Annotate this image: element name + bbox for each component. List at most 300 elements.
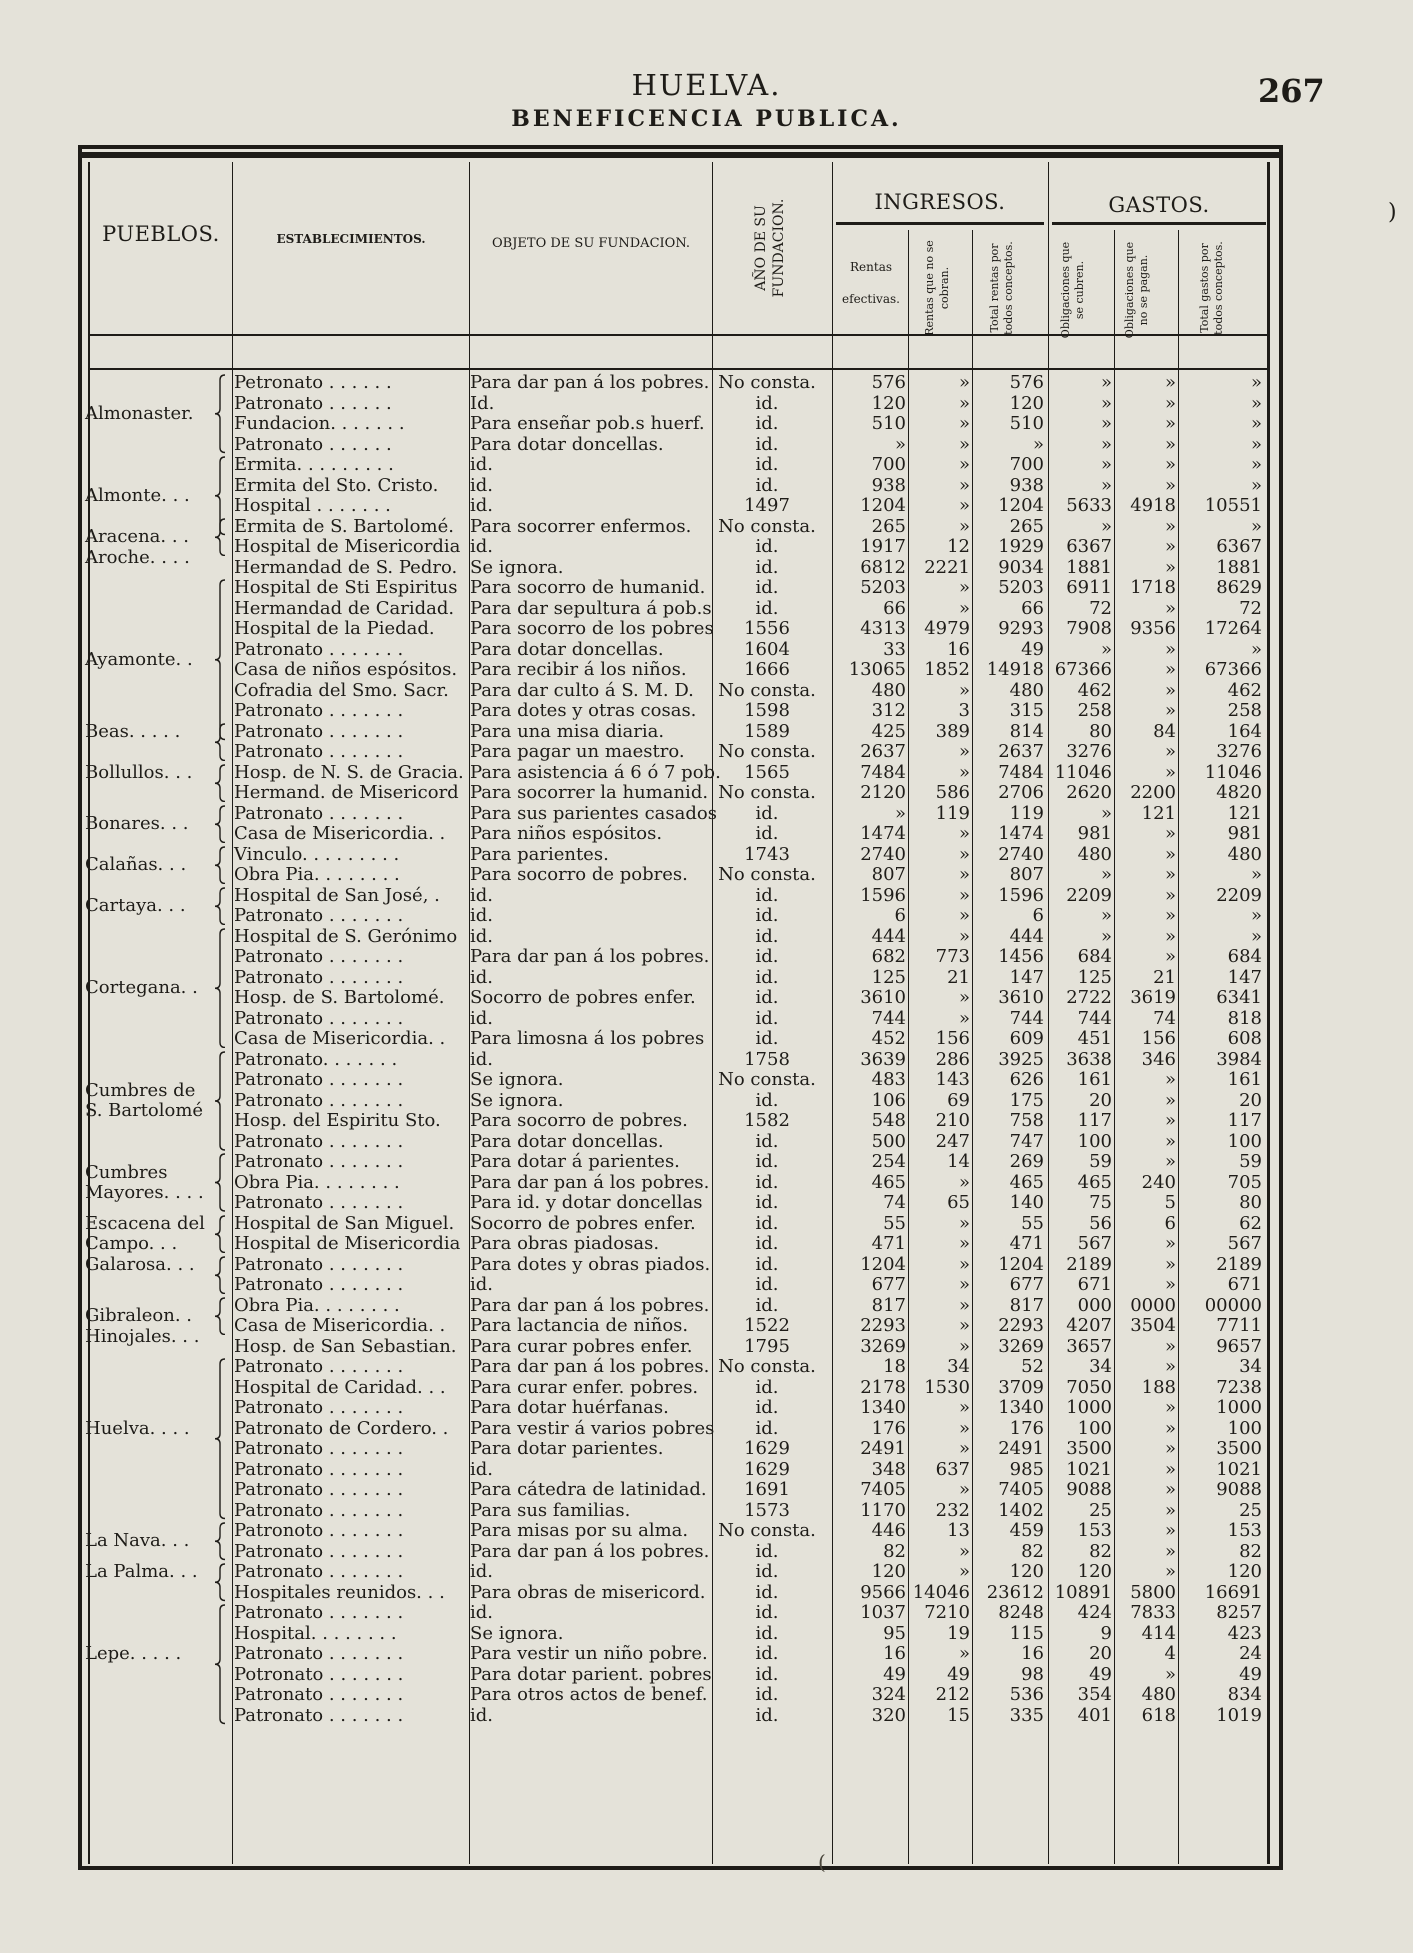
cell-rentas-no-cobran: 69 xyxy=(947,1089,970,1111)
cell-establecimiento: Potronato . . . . . . . xyxy=(234,1663,404,1685)
cell-rentas-efectivas: 265 xyxy=(871,515,906,537)
cell-total-rentas: 465 xyxy=(1009,1171,1044,1193)
cell-rentas-no-cobran: 12 xyxy=(947,536,970,557)
brace-icon xyxy=(214,1604,226,1725)
cell-oblig-cubren: 82 xyxy=(1089,1540,1112,1562)
pueblo-name: Huelva. . . . xyxy=(85,1417,190,1439)
cell-rentas-no-cobran: 637 xyxy=(935,1458,970,1480)
cell-objeto: Para dar pan á los pobres. xyxy=(470,1540,710,1562)
pueblo-name: Almonte. . . xyxy=(85,484,190,506)
cell-rentas-no-cobran: » xyxy=(958,1540,970,1562)
cell-establecimiento: Patronato . . . . . . . xyxy=(234,1458,404,1480)
cell-rentas-no-cobran: 232 xyxy=(935,1499,970,1521)
cell-total-rentas: 55 xyxy=(1021,1212,1044,1234)
pueblo-name: Ayamonte. . xyxy=(85,648,193,670)
cell-total-gastos: 161 xyxy=(1227,1069,1262,1090)
cell-ano-fundacion: 1604 xyxy=(744,638,790,660)
cell-rentas-no-cobran: » xyxy=(958,1315,970,1336)
cell-total-gastos: » xyxy=(1250,392,1262,414)
cell-oblig-cubren: 100 xyxy=(1077,1417,1112,1439)
cell-total-gastos: 567 xyxy=(1227,1233,1262,1254)
cell-oblig-no-pagan: 3504 xyxy=(1130,1315,1176,1336)
cell-rentas-no-cobran: » xyxy=(958,1253,970,1275)
cell-total-rentas: 120 xyxy=(1009,1561,1044,1582)
cell-total-gastos: » xyxy=(1250,433,1262,455)
cell-rentas-efectivas: 106 xyxy=(871,1089,906,1111)
cell-rentas-efectivas: 312 xyxy=(871,700,906,721)
cell-ano-fundacion: No consta. xyxy=(718,782,816,803)
pueblo-name: Cortegana. . xyxy=(85,976,198,998)
cell-rentas-efectivas: 66 xyxy=(883,597,906,619)
cell-total-gastos: » xyxy=(1250,372,1262,393)
cell-rentas-efectivas: 7484 xyxy=(860,761,906,783)
cell-rentas-efectivas: 176 xyxy=(871,1417,906,1439)
cell-rentas-no-cobran: 586 xyxy=(935,782,970,803)
cell-rentas-no-cobran: » xyxy=(958,1479,970,1500)
cell-objeto: Para dotar parient. pobres xyxy=(470,1663,712,1685)
cell-rentas-efectivas: 1474 xyxy=(860,823,906,844)
cell-total-rentas: 747 xyxy=(1009,1130,1044,1152)
cell-ano-fundacion: id. xyxy=(755,577,779,598)
cell-total-rentas: 140 xyxy=(1009,1192,1044,1213)
cell-total-rentas: 3709 xyxy=(998,1376,1044,1398)
cell-total-gastos: 82 xyxy=(1239,1540,1262,1562)
cell-oblig-no-pagan: 156 xyxy=(1141,1028,1176,1049)
cell-ano-fundacion: id. xyxy=(755,925,779,947)
cell-oblig-no-pagan: » xyxy=(1164,1479,1176,1500)
cell-total-gastos: » xyxy=(1250,454,1262,475)
cell-oblig-cubren: » xyxy=(1100,474,1112,496)
cell-oblig-no-pagan: » xyxy=(1164,741,1176,762)
cell-objeto: Para dotar doncellas. xyxy=(470,1130,664,1152)
cell-total-gastos: 80 xyxy=(1239,1192,1262,1213)
cell-objeto: Para una misa diaria. xyxy=(470,720,665,742)
cell-oblig-cubren: 67366 xyxy=(1054,659,1112,680)
cell-objeto: Para dotes y otras cosas. xyxy=(470,700,697,721)
cell-oblig-cubren: 465 xyxy=(1077,1171,1112,1193)
cell-establecimiento: Casa de Misericordia. . xyxy=(234,1315,446,1336)
cell-total-gastos: 20 xyxy=(1239,1089,1262,1111)
cell-ano-fundacion: id. xyxy=(755,536,779,557)
cell-rentas-efectivas: » xyxy=(894,433,906,455)
cell-establecimiento: Hermandad de Caridad. xyxy=(234,597,455,619)
cell-rentas-no-cobran: 1852 xyxy=(924,659,970,680)
cell-total-rentas: 23612 xyxy=(986,1581,1044,1603)
cell-ano-fundacion: id. xyxy=(755,1253,779,1275)
cell-objeto: Para id. y dotar doncellas xyxy=(470,1192,703,1213)
cell-oblig-no-pagan: » xyxy=(1164,536,1176,557)
cell-total-gastos: 117 xyxy=(1227,1110,1262,1131)
cell-oblig-cubren: » xyxy=(1100,372,1112,393)
cell-objeto: Se ignora. xyxy=(470,556,564,578)
cell-ano-fundacion: id. xyxy=(755,1294,779,1316)
cell-oblig-cubren: » xyxy=(1100,638,1112,660)
cell-total-gastos: 1000 xyxy=(1216,1397,1262,1418)
cell-oblig-cubren: » xyxy=(1100,413,1112,434)
cell-total-gastos: 1019 xyxy=(1216,1704,1262,1726)
cell-oblig-no-pagan: 3619 xyxy=(1130,987,1176,1008)
cell-total-rentas: 744 xyxy=(1009,1007,1044,1029)
cell-objeto: Para dar pan á los pobres. xyxy=(470,1171,710,1193)
cell-ano-fundacion: 1743 xyxy=(744,843,790,865)
cell-oblig-cubren: 744 xyxy=(1077,1007,1112,1029)
cell-rentas-no-cobran: 143 xyxy=(935,1069,970,1090)
cell-oblig-cubren: » xyxy=(1100,454,1112,475)
brace-icon xyxy=(214,1051,226,1151)
cell-establecimiento: Ermita del Sto. Cristo. xyxy=(234,474,439,496)
cell-oblig-no-pagan: 1718 xyxy=(1130,577,1176,598)
pueblo-name: Gibraleon. . xyxy=(85,1304,192,1326)
cell-rentas-no-cobran: 247 xyxy=(935,1130,970,1152)
cell-ano-fundacion: id. xyxy=(755,1171,779,1193)
cell-ano-fundacion: 1497 xyxy=(744,495,790,516)
cell-oblig-cubren: » xyxy=(1100,905,1112,926)
cell-total-rentas: 1402 xyxy=(998,1499,1044,1521)
cell-establecimiento: Patronato . . . . . . . xyxy=(234,1684,404,1705)
cell-establecimiento: Patronato . . . . . . . xyxy=(234,905,404,926)
cell-total-rentas: 8248 xyxy=(998,1602,1044,1623)
cell-establecimiento: Patronato . . . . . . . xyxy=(234,1602,404,1623)
cell-oblig-cubren: 684 xyxy=(1077,946,1112,967)
cell-total-rentas: 536 xyxy=(1009,1684,1044,1705)
cell-rentas-efectivas: 120 xyxy=(871,392,906,414)
cell-ano-fundacion: id. xyxy=(755,413,779,434)
pueblo-name: Galarosa. . . xyxy=(85,1253,195,1275)
cell-rentas-efectivas: 33 xyxy=(883,638,906,660)
cell-oblig-no-pagan: 6 xyxy=(1164,1212,1176,1234)
cell-oblig-cubren: 10891 xyxy=(1054,1581,1112,1603)
cell-total-rentas: 6 xyxy=(1032,905,1044,926)
cell-total-gastos: 684 xyxy=(1227,946,1262,967)
cell-oblig-cubren: 49 xyxy=(1089,1663,1112,1685)
cell-total-gastos: » xyxy=(1250,925,1262,947)
cell-objeto: id. xyxy=(470,495,494,516)
cell-rentas-no-cobran: 14 xyxy=(947,1151,970,1172)
cell-oblig-no-pagan: » xyxy=(1164,597,1176,619)
cell-total-gastos: 6367 xyxy=(1216,536,1262,557)
cell-ano-fundacion: id. xyxy=(755,1684,779,1705)
cell-oblig-no-pagan: » xyxy=(1164,1089,1176,1111)
cell-ano-fundacion: No consta. xyxy=(718,679,816,701)
brace-icon xyxy=(214,887,226,926)
cell-establecimiento: Obra Pia. . . . . . . . xyxy=(234,1171,400,1193)
cell-oblig-no-pagan: 414 xyxy=(1141,1622,1176,1644)
cell-rentas-no-cobran: » xyxy=(958,925,970,947)
cell-ano-fundacion: id. xyxy=(755,556,779,578)
cell-objeto: Para socorrer la humanid. xyxy=(470,782,709,803)
cell-ano-fundacion: No consta. xyxy=(718,741,816,762)
page-subtitle: BENEFICENCIA PUBLICA. xyxy=(511,106,902,132)
header-gastos: GASTOS. xyxy=(1108,193,1210,217)
cell-ano-fundacion: id. xyxy=(755,1581,779,1603)
cell-establecimiento: Patronato . . . . . . . xyxy=(234,1069,404,1090)
cell-ano-fundacion: id. xyxy=(755,884,779,906)
cell-ano-fundacion: 1522 xyxy=(744,1315,790,1336)
cell-ano-fundacion: id. xyxy=(755,946,779,967)
cell-ano-fundacion: 1629 xyxy=(744,1458,790,1480)
header-rule xyxy=(90,368,1268,370)
cell-objeto: id. xyxy=(470,1007,494,1029)
cell-oblig-no-pagan: » xyxy=(1164,515,1176,537)
cell-objeto: Para dotar doncellas. xyxy=(470,433,664,455)
cell-total-rentas: 480 xyxy=(1009,679,1044,701)
cell-establecimiento: Patronato . . . . . . . xyxy=(234,1151,404,1172)
cell-oblig-cubren: » xyxy=(1100,515,1112,537)
cell-rentas-efectivas: 18 xyxy=(883,1356,906,1377)
cell-establecimiento: Patronato . . . . . . . xyxy=(234,1540,404,1562)
cell-total-gastos: 9657 xyxy=(1216,1335,1262,1357)
cell-rentas-no-cobran: 156 xyxy=(935,1028,970,1049)
cell-ano-fundacion: id. xyxy=(755,823,779,844)
cell-rentas-efectivas: 1204 xyxy=(860,1253,906,1275)
cell-oblig-cubren: 981 xyxy=(1077,823,1112,844)
cell-rentas-no-cobran: 21 xyxy=(947,966,970,988)
cell-oblig-no-pagan: » xyxy=(1164,1233,1176,1254)
cell-rentas-no-cobran: » xyxy=(958,864,970,885)
cell-objeto: Para asistencia á 6 ó 7 pob. xyxy=(470,761,721,783)
cell-establecimiento: Hospital de la Piedad. xyxy=(234,618,435,639)
cell-objeto: Se ignora. xyxy=(470,1069,564,1090)
cell-total-rentas: 576 xyxy=(1009,372,1044,393)
cell-oblig-cubren: 1000 xyxy=(1066,1397,1112,1418)
cell-ano-fundacion: id. xyxy=(755,1151,779,1172)
cell-oblig-cubren: 451 xyxy=(1077,1028,1112,1049)
cell-oblig-cubren: 401 xyxy=(1077,1704,1112,1726)
cell-objeto: Para dotar parientes. xyxy=(470,1438,664,1459)
cell-objeto: Para dotar doncellas. xyxy=(470,638,664,660)
cell-total-gastos: » xyxy=(1250,864,1262,885)
cell-rentas-efectivas: 1037 xyxy=(860,1602,906,1623)
cell-oblig-cubren: 59 xyxy=(1089,1151,1112,1172)
cell-objeto: Socorro de pobres enfer. xyxy=(470,1212,696,1234)
cell-total-rentas: 1204 xyxy=(998,1253,1044,1275)
cell-objeto: Se ignora. xyxy=(470,1089,564,1111)
cell-ano-fundacion: id. xyxy=(755,905,779,926)
header-total-gastos: Total gastos por todos conceptos. xyxy=(1198,241,1225,335)
cell-oblig-cubren: 34 xyxy=(1089,1356,1112,1377)
cell-establecimiento: Patronato . . . . . . . xyxy=(234,1356,404,1377)
cell-objeto: Para enseñar pob.s huerf. xyxy=(470,413,705,434)
cell-total-rentas: 176 xyxy=(1009,1417,1044,1439)
cell-oblig-no-pagan: » xyxy=(1164,1151,1176,1172)
cell-oblig-no-pagan: 480 xyxy=(1141,1684,1176,1705)
cell-total-rentas: 609 xyxy=(1009,1028,1044,1049)
cell-rentas-efectivas: 425 xyxy=(871,720,906,742)
cell-rentas-no-cobran: » xyxy=(958,884,970,906)
cell-ano-fundacion: id. xyxy=(755,1233,779,1254)
cell-total-gastos: 8257 xyxy=(1216,1602,1262,1623)
cell-rentas-no-cobran: » xyxy=(958,413,970,434)
cell-establecimiento: Patronato. . . . . . . xyxy=(234,1048,398,1070)
pueblo-name: Cartaya. . . xyxy=(85,894,186,916)
cell-total-rentas: 1204 xyxy=(998,495,1044,516)
cell-establecimiento: Hospital de Misericordia xyxy=(234,536,461,557)
cell-objeto: Para niños espósitos. xyxy=(470,823,663,844)
cell-rentas-efectivas: 16 xyxy=(883,1643,906,1664)
pueblo-name: Escacena del Campo. . . xyxy=(85,1212,205,1254)
cell-oblig-cubren: 75 xyxy=(1089,1192,1112,1213)
cell-oblig-no-pagan: » xyxy=(1164,392,1176,414)
cell-total-gastos: 34 xyxy=(1239,1356,1262,1377)
cell-ano-fundacion: 1598 xyxy=(744,700,790,721)
cell-objeto: Para vestir un niño pobre. xyxy=(470,1643,708,1664)
header-establecimientos: ESTABLECIMIENTOS. xyxy=(276,232,426,246)
pueblo-name: Aroche. . . . xyxy=(85,546,190,568)
cell-establecimiento: Hospital. . . . . . . . xyxy=(234,1622,397,1644)
cell-establecimiento: Patronato . . . . . . . xyxy=(234,1007,404,1029)
cell-oblig-no-pagan: » xyxy=(1164,884,1176,906)
cell-objeto: id. xyxy=(470,1602,494,1623)
cell-ano-fundacion: id. xyxy=(755,1643,779,1664)
cell-oblig-cubren: 11046 xyxy=(1054,761,1112,783)
cell-total-gastos: 67366 xyxy=(1204,659,1262,680)
cell-rentas-no-cobran: » xyxy=(958,577,970,598)
table-top-rule xyxy=(82,152,1279,158)
cell-ano-fundacion: 1565 xyxy=(744,761,790,783)
cell-total-rentas: 3610 xyxy=(998,987,1044,1008)
cell-rentas-no-cobran: » xyxy=(958,433,970,455)
cell-ano-fundacion: id. xyxy=(755,1540,779,1562)
cell-establecimiento: Patronato . . . . . . . xyxy=(234,1130,404,1152)
cell-total-gastos: » xyxy=(1250,413,1262,434)
cell-total-rentas: 7484 xyxy=(998,761,1044,783)
cell-total-gastos: 3984 xyxy=(1216,1048,1262,1070)
cell-rentas-efectivas: 348 xyxy=(871,1458,906,1480)
cell-establecimiento: Fundacion. . . . . . . xyxy=(234,413,405,434)
header-oblig-no-pagan: Obligaciones que no se pagan. xyxy=(1123,241,1150,339)
cell-establecimiento: Hermandad de S. Pedro. xyxy=(234,556,458,578)
cell-rentas-efectivas: 254 xyxy=(871,1151,906,1172)
cell-objeto: Para socorrer enfermos. xyxy=(470,515,692,537)
cell-total-rentas: 1596 xyxy=(998,884,1044,906)
cell-total-gastos: 10551 xyxy=(1204,495,1262,516)
cell-establecimiento: Hospital . . . . . . . xyxy=(234,495,391,516)
cell-ano-fundacion: No consta. xyxy=(718,864,816,885)
cell-total-gastos: 16691 xyxy=(1204,1581,1262,1603)
cell-objeto: Para cátedra de latinidad. xyxy=(470,1479,707,1500)
cell-total-gastos: 100 xyxy=(1227,1417,1262,1439)
page-title: HUELVA. xyxy=(631,68,782,102)
cell-oblig-cubren: 20 xyxy=(1089,1643,1112,1664)
cell-rentas-no-cobran: » xyxy=(958,843,970,865)
cell-rentas-no-cobran: » xyxy=(958,1171,970,1193)
cell-objeto: Para socorro de pobres. xyxy=(470,1110,688,1131)
cell-establecimiento: Hospital de San José, . xyxy=(234,884,440,906)
cell-oblig-no-pagan: » xyxy=(1164,659,1176,680)
cell-rentas-no-cobran: 13 xyxy=(947,1520,970,1541)
cell-oblig-cubren: 161 xyxy=(1077,1069,1112,1090)
pueblo-name: Cumbres de S. Bartolomé xyxy=(85,1079,204,1121)
cell-ano-fundacion: 1629 xyxy=(744,1438,790,1459)
cell-total-rentas: 115 xyxy=(1009,1622,1044,1644)
header-total-rentas: Total rentas por todos conceptos. xyxy=(988,241,1015,335)
cell-rentas-efectivas: 74 xyxy=(883,1192,906,1213)
cell-total-rentas: 52 xyxy=(1021,1356,1044,1377)
cell-rentas-no-cobran: » xyxy=(958,372,970,393)
cell-total-gastos: 72 xyxy=(1239,597,1262,619)
cell-rentas-efectivas: 677 xyxy=(871,1274,906,1295)
cell-total-gastos: 3276 xyxy=(1216,741,1262,762)
brace-icon xyxy=(214,579,226,741)
cell-oblig-no-pagan: » xyxy=(1164,372,1176,393)
cell-objeto: id. xyxy=(470,1048,494,1070)
cell-rentas-efectivas: 320 xyxy=(871,1704,906,1726)
cell-rentas-efectivas: 49 xyxy=(883,1663,906,1685)
cell-ano-fundacion: 1691 xyxy=(744,1479,790,1500)
cell-ano-fundacion: id. xyxy=(755,1417,779,1439)
brace-icon xyxy=(214,1215,226,1254)
cell-oblig-cubren: 2189 xyxy=(1066,1253,1112,1275)
cell-objeto: id. xyxy=(470,966,494,988)
cell-rentas-efectivas: 82 xyxy=(883,1540,906,1562)
cell-objeto: Para obras de misericord. xyxy=(470,1581,706,1603)
cell-total-rentas: 1456 xyxy=(998,946,1044,967)
cell-rentas-no-cobran: » xyxy=(958,392,970,414)
cell-establecimiento: Patronato . . . . . . . xyxy=(234,1479,404,1500)
brace-icon xyxy=(214,374,226,454)
cell-total-rentas: 758 xyxy=(1009,1110,1044,1131)
brace-icon xyxy=(214,1522,226,1561)
cell-rentas-no-cobran: 14046 xyxy=(912,1581,970,1603)
cell-total-rentas: 938 xyxy=(1009,474,1044,496)
cell-rentas-no-cobran: » xyxy=(958,1561,970,1582)
brace-icon xyxy=(214,764,226,803)
cell-rentas-no-cobran: » xyxy=(958,474,970,496)
cell-establecimiento: Patronato . . . . . . xyxy=(234,433,392,455)
cell-total-rentas: 5203 xyxy=(998,577,1044,598)
cell-rentas-efectivas: 2637 xyxy=(860,741,906,762)
cell-oblig-no-pagan: 21 xyxy=(1153,966,1176,988)
cell-oblig-no-pagan: 7833 xyxy=(1130,1602,1176,1623)
cell-objeto: Para otros actos de benef. xyxy=(470,1684,708,1705)
header-rentas-efectivas-2: efectivas. xyxy=(842,292,900,306)
cell-oblig-no-pagan: » xyxy=(1164,1397,1176,1418)
cell-rentas-no-cobran: » xyxy=(958,905,970,926)
cell-rentas-no-cobran: 15 xyxy=(947,1704,970,1726)
cell-total-gastos: 258 xyxy=(1227,700,1262,721)
cell-total-gastos: 100 xyxy=(1227,1130,1262,1152)
cell-total-rentas: 49 xyxy=(1021,638,1044,660)
cell-objeto: Se ignora. xyxy=(470,1622,564,1644)
cell-total-gastos: 17264 xyxy=(1204,618,1262,639)
cell-establecimiento: Patronato de Cordero. . xyxy=(234,1417,449,1439)
cell-objeto: Socorro de pobres enfer. xyxy=(470,987,696,1008)
cell-oblig-no-pagan: 84 xyxy=(1153,720,1176,742)
cell-oblig-cubren: 4207 xyxy=(1066,1315,1112,1336)
cell-rentas-efectivas: 2293 xyxy=(860,1315,906,1336)
cell-rentas-efectivas: 700 xyxy=(871,454,906,475)
cell-total-gastos: 7711 xyxy=(1216,1315,1262,1336)
cell-oblig-cubren: 3638 xyxy=(1066,1048,1112,1070)
cell-oblig-no-pagan: » xyxy=(1164,761,1176,783)
gastos-rule xyxy=(1052,222,1266,225)
cell-establecimiento: Patronato . . . . . . . xyxy=(234,802,404,824)
cell-oblig-no-pagan: 618 xyxy=(1141,1704,1176,1726)
cell-total-rentas: 2740 xyxy=(998,843,1044,865)
cell-establecimiento: Patronato . . . . . . . xyxy=(234,1499,404,1521)
cell-total-gastos: 1021 xyxy=(1216,1458,1262,1480)
cell-rentas-no-cobran: » xyxy=(958,454,970,475)
cell-rentas-efectivas: 1204 xyxy=(860,495,906,516)
cell-oblig-no-pagan: » xyxy=(1164,1335,1176,1357)
cell-total-rentas: 269 xyxy=(1009,1151,1044,1172)
cell-total-rentas: 2637 xyxy=(998,741,1044,762)
cell-rentas-efectivas: 1917 xyxy=(860,536,906,557)
cell-rentas-efectivas: 2491 xyxy=(860,1438,906,1459)
cell-ano-fundacion: No consta. xyxy=(718,515,816,537)
cell-rentas-efectivas: 2120 xyxy=(860,782,906,803)
cell-total-rentas: 817 xyxy=(1009,1294,1044,1316)
